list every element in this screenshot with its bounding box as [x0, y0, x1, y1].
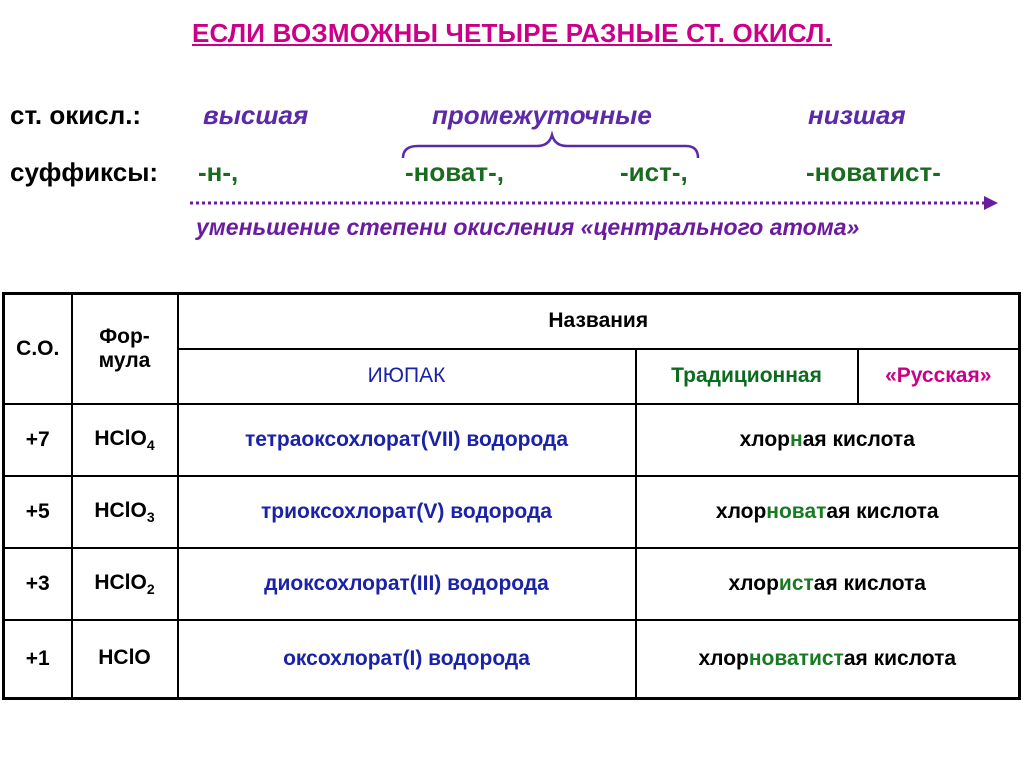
trad-suffix: новатист	[748, 646, 844, 670]
formula-subscript: 4	[146, 436, 155, 453]
suffix-n: -н-,	[198, 157, 239, 187]
row-formula	[72, 620, 178, 699]
row-traditional	[636, 404, 1020, 476]
header-formula-line1: Фор-	[99, 324, 150, 348]
arrow-note: уменьшение степени окисления «центрального атома»	[196, 214, 860, 240]
header-formula-line2: мула	[98, 348, 151, 372]
acids-table	[2, 292, 1021, 700]
header-russian: «Русская»	[858, 349, 1020, 404]
row-formula	[72, 548, 178, 620]
trad-ending: ая кислота	[826, 499, 939, 523]
header-names: Названия	[178, 294, 1020, 349]
suffix-novat: -новат-,	[405, 157, 504, 187]
trad-suffix: новат	[766, 499, 827, 523]
formula-subscript: 3	[146, 508, 155, 525]
table-row	[4, 548, 1020, 620]
trad-root: хлор	[739, 427, 790, 451]
row-traditional	[636, 620, 1020, 699]
row-formula	[72, 476, 178, 548]
trad-root: хлор	[715, 499, 767, 523]
lowest-state-label: низшая	[808, 100, 906, 130]
trad-root: хлор	[698, 646, 749, 670]
highest-state-label: высшая	[203, 100, 309, 130]
table-row	[4, 476, 1020, 548]
row-so: +5	[4, 476, 72, 548]
curly-brace	[403, 135, 698, 158]
formula-main: HClO	[94, 426, 147, 450]
arrow-head-icon	[984, 196, 998, 210]
row-so: +1	[4, 620, 72, 699]
header-traditional: Традиционная	[636, 349, 858, 404]
row-iupac: оксохлорат(I) водорода	[178, 620, 636, 699]
suffix-ist: -ист-,	[620, 157, 688, 187]
row-traditional	[636, 476, 1020, 548]
table-row	[4, 404, 1020, 476]
row-traditional	[636, 548, 1020, 620]
trad-suffix: н	[790, 427, 803, 451]
row-formula	[72, 404, 178, 476]
formula-main: HClO	[94, 570, 147, 594]
trad-ending: ая кислота	[843, 646, 957, 670]
header-formula	[72, 294, 178, 404]
oxidation-state-label: ст. окисл.:	[10, 100, 142, 130]
trad-ending: ая кислота	[813, 571, 926, 595]
row-iupac: тетраоксохлорат(VII) водорода	[178, 404, 636, 476]
trad-ending: ая кислота	[802, 427, 915, 451]
table-row	[4, 620, 1020, 699]
header-so: С.О.	[4, 294, 72, 404]
row-so: +3	[4, 548, 72, 620]
formula-subscript: 2	[146, 580, 155, 597]
suffix-novatist: -новатист-	[806, 157, 941, 187]
trad-suffix: ист	[778, 571, 814, 595]
suffixes-label: суффиксы:	[10, 157, 159, 187]
row-so: +7	[4, 404, 72, 476]
row-iupac: диоксохлорат(III) водорода	[178, 548, 636, 620]
intermediate-state-label: промежуточные	[432, 100, 652, 130]
row-iupac: триоксохлорат(V) водорода	[178, 476, 636, 548]
trad-root: хлор	[728, 571, 779, 595]
slide-title: ЕСЛИ ВОЗМОЖНЫ ЧЕТЫРЕ РАЗНЫЕ СТ. ОКИСЛ.	[191, 18, 833, 48]
formula-main: HClO	[94, 498, 147, 522]
header-iupac: ИЮПАК	[178, 349, 636, 404]
formula-main: HClO	[98, 645, 151, 669]
